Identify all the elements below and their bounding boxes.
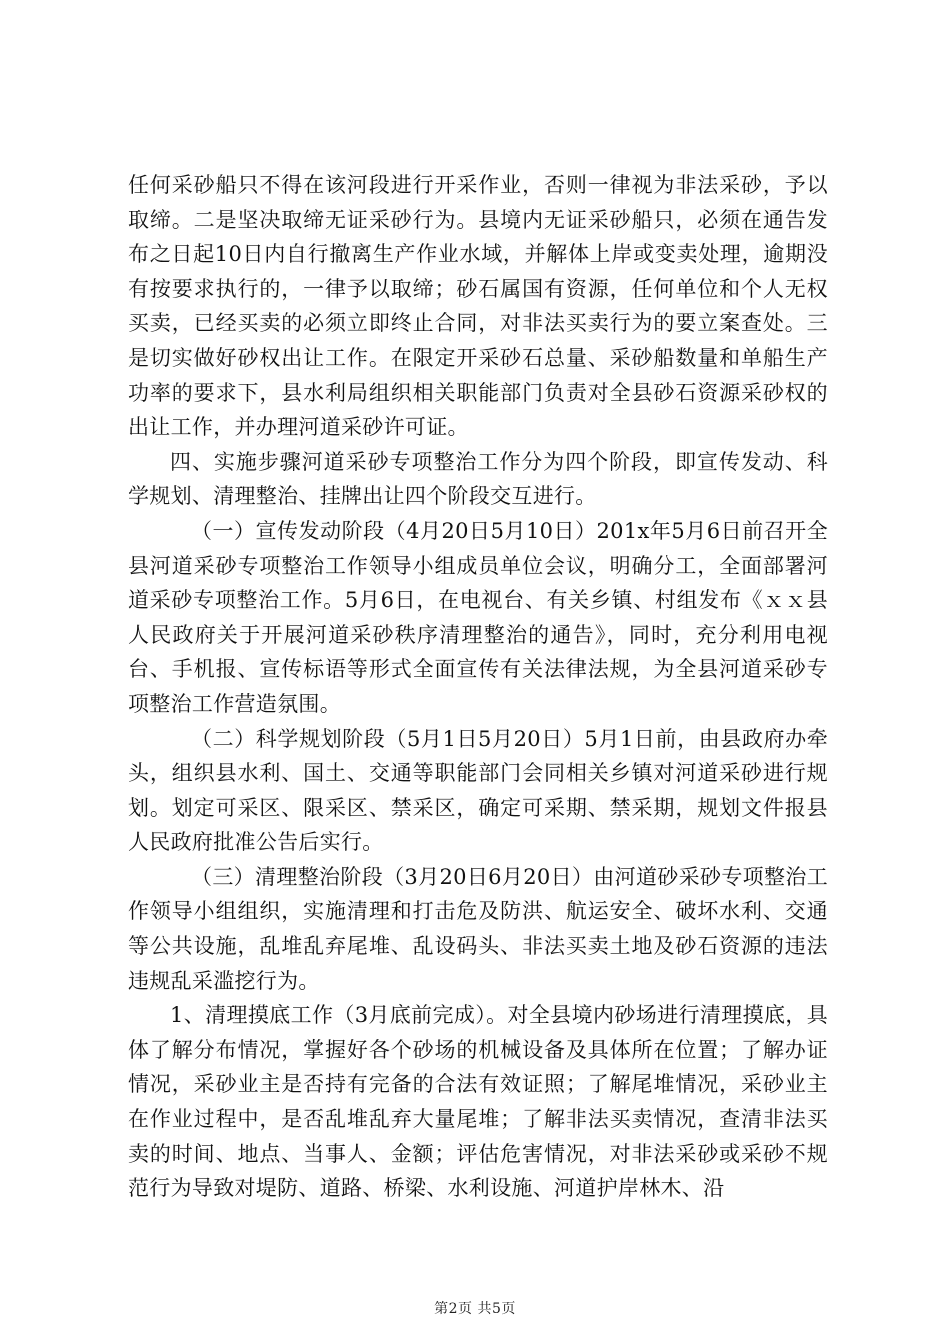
paragraph-stage-one: （一）宣传发动阶段（4月20日5月10日）201x年5月6日前召开全县河道采砂专项整治工作领导小组成员单位会议，明确分工，全面部署河道采砂专项整治工作。5月6日，在电视台、有关乡镇、村组发布《ｘｘ县人民政府关于开展河道采砂秩序清理整治的通告》，同时，充分利用电视台、手机报、宣传标语等形式全面宣传有关法律法规，为全县河道采砂专项整治工作营造氛围。 — [128, 518, 828, 716]
paragraph-section-four: 四、实施步骤河道采砂专项整治工作分为四个阶段，即宣传发动、科学规划、清理整治、挂牌出让四个阶段交互进行。 — [128, 449, 828, 509]
paragraph-stage-two: （二）科学规划阶段（5月1日5月20日）5月1日前，由县政府办牵头，组织县水利、国土、交通等职能部门会同相关乡镇对河道采砂进行规划。划定可采区、限采区、禁采区，确定可采期、禁采期，规划文件报县人民政府批准公告后实行。 — [128, 726, 828, 855]
page-number-footer: 第2页 共5页 — [434, 1301, 516, 1317]
document-body — [128, 168, 828, 1206]
paragraph-item-one: 1、清理摸底工作（3月底前完成）。对全县境内砂场进行清理摸底，具体了解分布情况，掌握好各个砂场的机械设备及具体所在位置；了解办证情况，采砂业主是否持有完备的合法有效证照；了解尾堆情况，采砂业主在作业过程中，是否乱堆乱弃大量尾堆；了解非法买卖情况，查清非法买卖的时间、地点、当事人、金额；评估危害情况，对非法采砂或采砂不规范行为导致对堤防、道路、桥梁、水利设施、河道护岸林木、沿 — [128, 1003, 828, 1201]
paragraph-stage-three: （三）清理整治阶段（3月20日6月20日）由河道砂采砂专项整治工作领导小组组织，实施清理和打击危及防洪、航运安全、破坏水利、交通等公共设施，乱堆乱弃尾堆、乱设码头、非法买卖土地及砂石资源的违法违规乱采滥挖行为。 — [128, 864, 828, 993]
paragraph-continuation: 任何采砂船只不得在该河段进行开采作业，否则一律视为非法采砂，予以取缔。二是坚决取缔无证采砂行为。县境内无证采砂船只，必须在通告发布之日起10日内自行撤离生产作业水域，并解体上岸或变卖处理，逾期没有按要求执行的，一律予以取缔；砂石属国有资源，任何单位和个人无权买卖，已经买卖的必须立即终止合同，对非法买卖行为的要立案查处。三是切实做好砂权出让工作。在限定开采砂石总量、采砂船数量和单船生产功率的要求下，县水利局组织相关职能部门负责对全县砂石资源采砂权的出让工作，并办理河道采砂许可证。 — [128, 173, 828, 440]
